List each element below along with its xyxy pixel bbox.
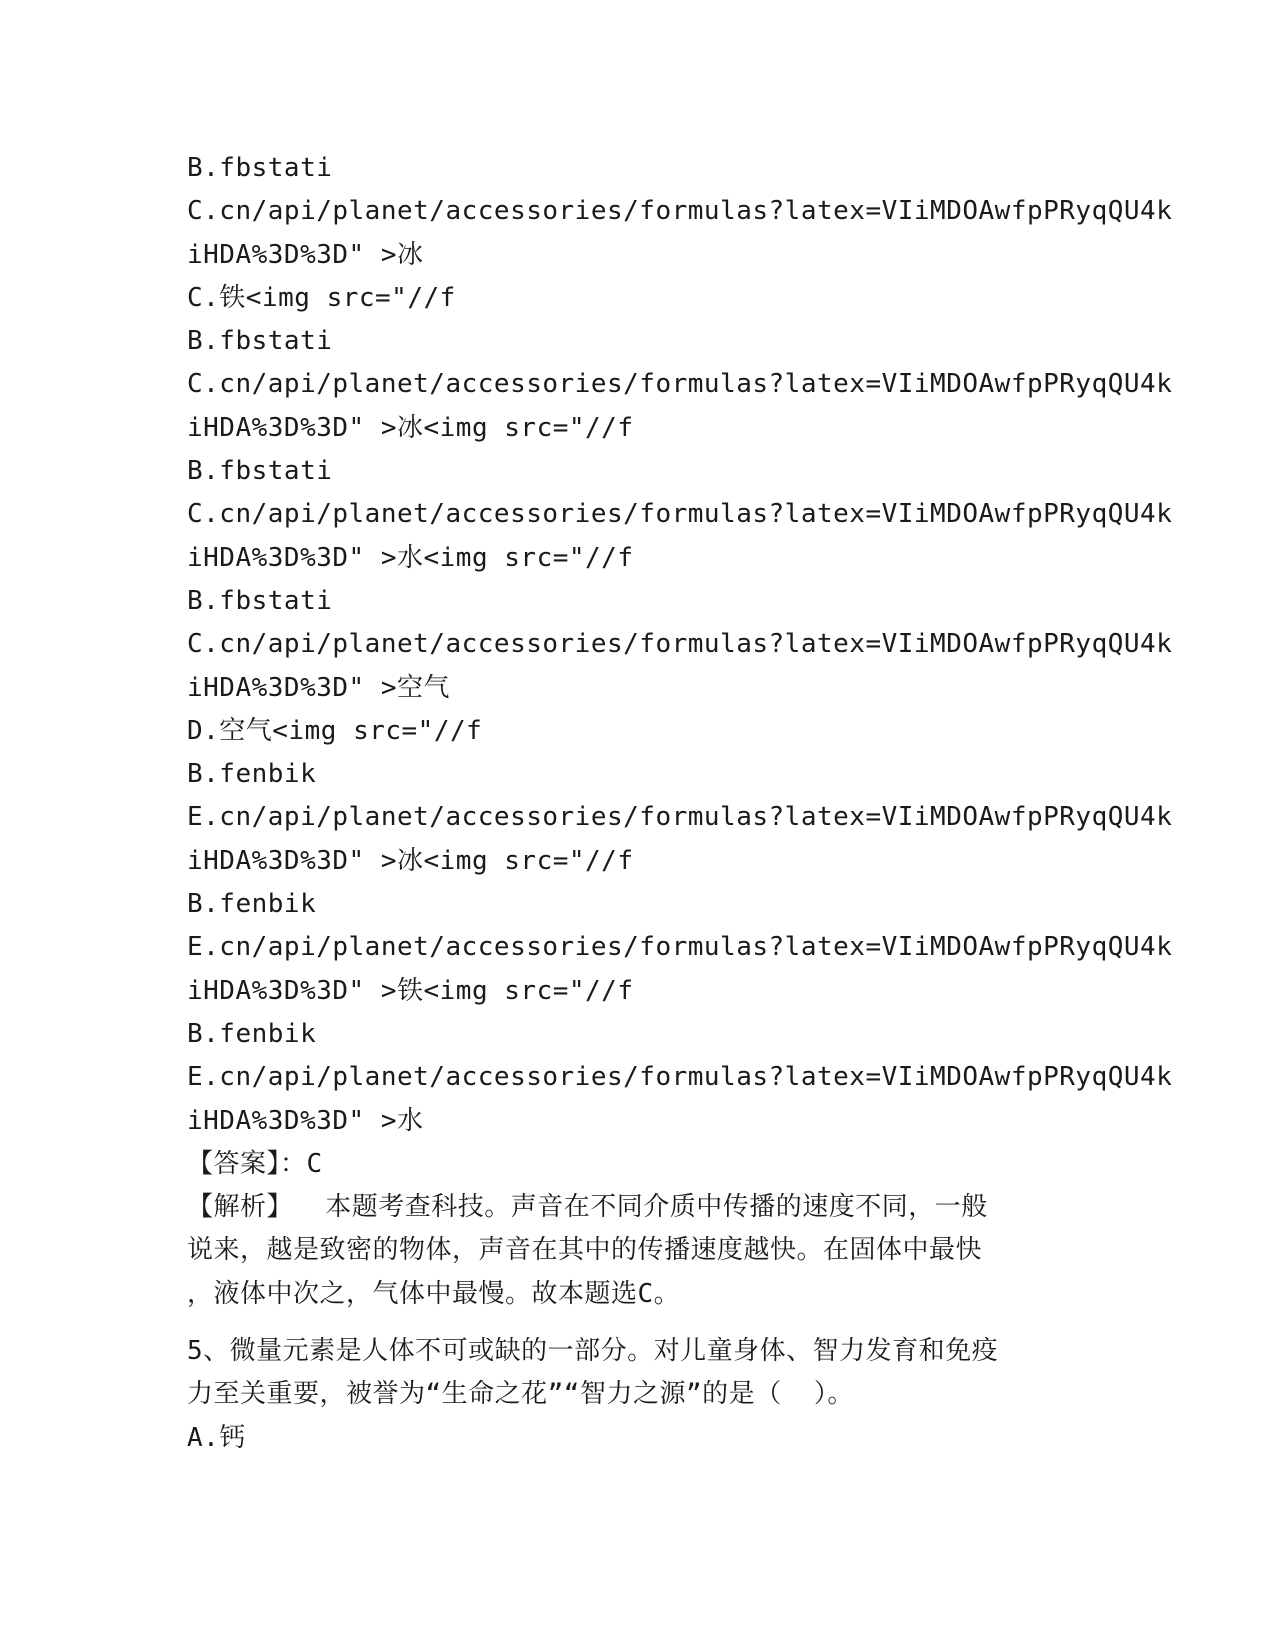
text-line: B.fbstati [187, 326, 333, 357]
text-line: B.fbstati [187, 153, 333, 183]
analysis-line: 说来，越是致密的物体，声音在其中的传播速度越快。在固体中最快 [187, 1235, 983, 1266]
text-line: C.cn/api/planet/accessories/formulas?latex=VIiMDOAwfpPRyqQU4k [187, 629, 1173, 660]
text-line: iHDA%3D%3D" >水 [187, 1105, 424, 1136]
text-line: iHDA%3D%3D" >空气 [187, 672, 450, 703]
document-page [187, 147, 1173, 1460]
text-line: iHDA%3D%3D" >水<img src="//f [187, 542, 634, 573]
section-spacer [187, 1316, 1087, 1330]
text-line: C.铁<img src="//f [187, 282, 456, 313]
answer-line: 【答案】：C [187, 1148, 323, 1179]
analysis-block [187, 1186, 1087, 1316]
option-line: A.钙 [187, 1422, 246, 1453]
text-line: C.cn/api/planet/accessories/formulas?latex=VIiMDOAwfpPRyqQU4k [187, 369, 1173, 400]
text-line: B.fbstati [187, 456, 333, 487]
question-line: 5、微量元素是人体不可或缺的一部分。对儿童身体、智力发育和免疫 [187, 1336, 999, 1367]
text-line: B.fenbik [187, 759, 317, 790]
question-5-block [187, 1330, 1087, 1460]
analysis-line: 【解析】 本题考查科技。声音在不同介质中传播的速度不同，一般 [187, 1192, 988, 1223]
text-line: C.cn/api/planet/accessories/formulas?latex=VIiMDOAwfpPRyqQU4k [187, 196, 1173, 227]
text-line: E.cn/api/planet/accessories/formulas?latex=VIiMDOAwfpPRyqQU4k [187, 1062, 1173, 1093]
text-line: B.fbstati [187, 585, 333, 616]
text-line: D.空气<img src="//f [187, 715, 483, 746]
text-line: iHDA%3D%3D" >冰 [187, 239, 424, 270]
text-line: E.cn/api/planet/accessories/formulas?latex=VIiMDOAwfpPRyqQU4k [187, 932, 1173, 963]
text-line: B.fenbik [187, 1018, 317, 1049]
options-block [187, 147, 1173, 1143]
question-line: 力至关重要，被誉为“生命之花”“智力之源”的是（ ）。 [187, 1379, 854, 1410]
text-line: iHDA%3D%3D" >冰<img src="//f [187, 845, 634, 876]
text-line: iHDA%3D%3D" >铁<img src="//f [187, 975, 634, 1006]
text-line: iHDA%3D%3D" >冰<img src="//f [187, 412, 634, 443]
text-line: B.fenbik [187, 889, 317, 920]
text-line: E.cn/api/planet/accessories/formulas?latex=VIiMDOAwfpPRyqQU4k [187, 802, 1173, 833]
text-line: C.cn/api/planet/accessories/formulas?latex=VIiMDOAwfpPRyqQU4k [187, 499, 1173, 530]
analysis-line: ，液体中次之，气体中最慢。故本题选C。 [187, 1278, 681, 1309]
